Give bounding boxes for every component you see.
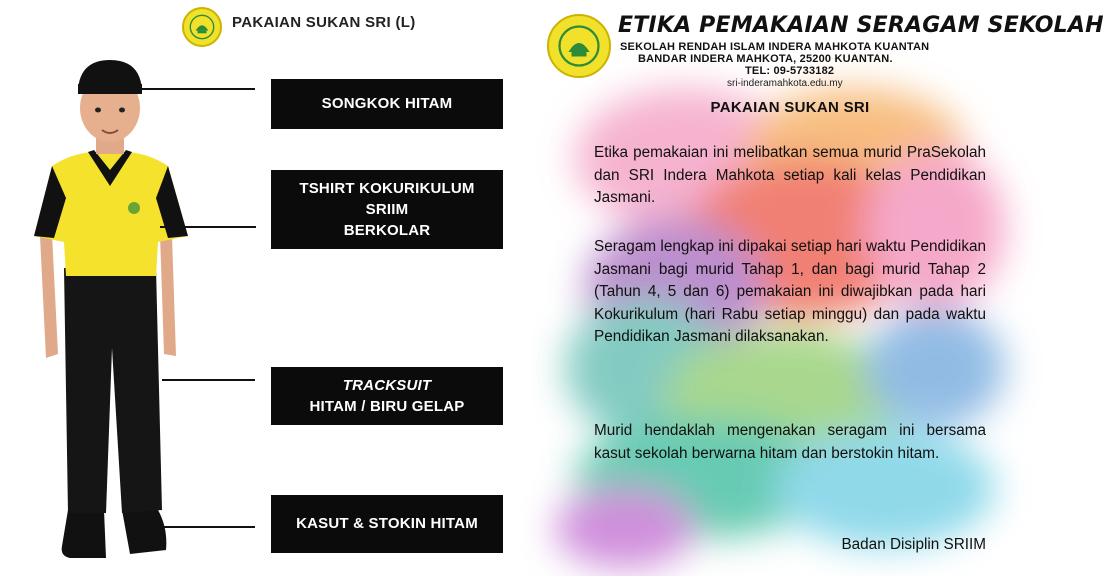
label-tshirt-line2: SRIIM: [365, 200, 409, 218]
page-title-left: PAKAIAN SUKAN SRI (L): [232, 14, 416, 31]
signature: Badan Disiplin SRIIM: [841, 536, 986, 553]
paragraph-2: Seragam lengkap ini dipakai setiap hari waktu Pendidikan Jasmani bagi murid Tahap 1, dan bagi murid Tahap 2 (Tahun 4, 5 dan 6) pemakaian ini diwajibkan pada hari Kokurikulum (hari Rabu setiap minggu) dan pada waktu Pendidikan Jasmani dilaksanakan.: [594, 238, 986, 345]
label-kasut-text: KASUT & STOKIN HITAM: [296, 515, 478, 533]
header-address: BANDAR INDERA MAHKOTA, 25200 KUANTAN.: [638, 53, 893, 65]
leader-line-kasut: [160, 526, 255, 528]
student-illustration: [30, 58, 190, 566]
label-tshirt-line3: BERKOLAR: [343, 222, 431, 240]
header-telephone: TEL: 09-5733182: [745, 65, 835, 77]
header-website: sri-inderamahkota.edu.my: [727, 78, 843, 89]
header-school-name: SEKOLAH RENDAH ISLAM INDERA MAHKOTA KUANTAN: [620, 41, 930, 53]
label-tracksuit-line1: TRACKSUIT: [342, 376, 432, 394]
label-tracksuit-line2: HITAM / BIRU GELAP: [309, 398, 465, 415]
leader-line-songkok: [140, 88, 255, 90]
school-emblem-icon: [182, 7, 222, 47]
leader-line-tracksuit: [162, 379, 255, 381]
school-emblem-large-icon: [547, 14, 611, 78]
paragraph-1: Etika pemakaian ini melibatkan semua murid PraSekolah dan SRI Indera Mahkota setiap kali kelas Pendidikan Jasmani.: [594, 144, 986, 206]
header-title: ETIKA PEMAKAIAN SERAGAM SEKOLAH: [618, 13, 1104, 38]
leader-line-tshirt: [160, 226, 256, 228]
label-tshirt-line1: TSHIRT KOKURIKULUM: [299, 179, 475, 197]
label-songkok: [271, 79, 503, 129]
paragraph-3: Murid hendaklah mengenakan seragam ini bersama kasut sekolah berwarna hitam dan berstokin hitam.: [594, 422, 986, 462]
label-tshirt: [271, 170, 503, 249]
label-tracksuit: [271, 367, 503, 425]
label-songkok-text: SONGKOK HITAM: [321, 95, 453, 113]
label-kasut: [271, 495, 503, 553]
section-subtitle: PAKAIAN SUKAN SRI: [710, 99, 870, 116]
